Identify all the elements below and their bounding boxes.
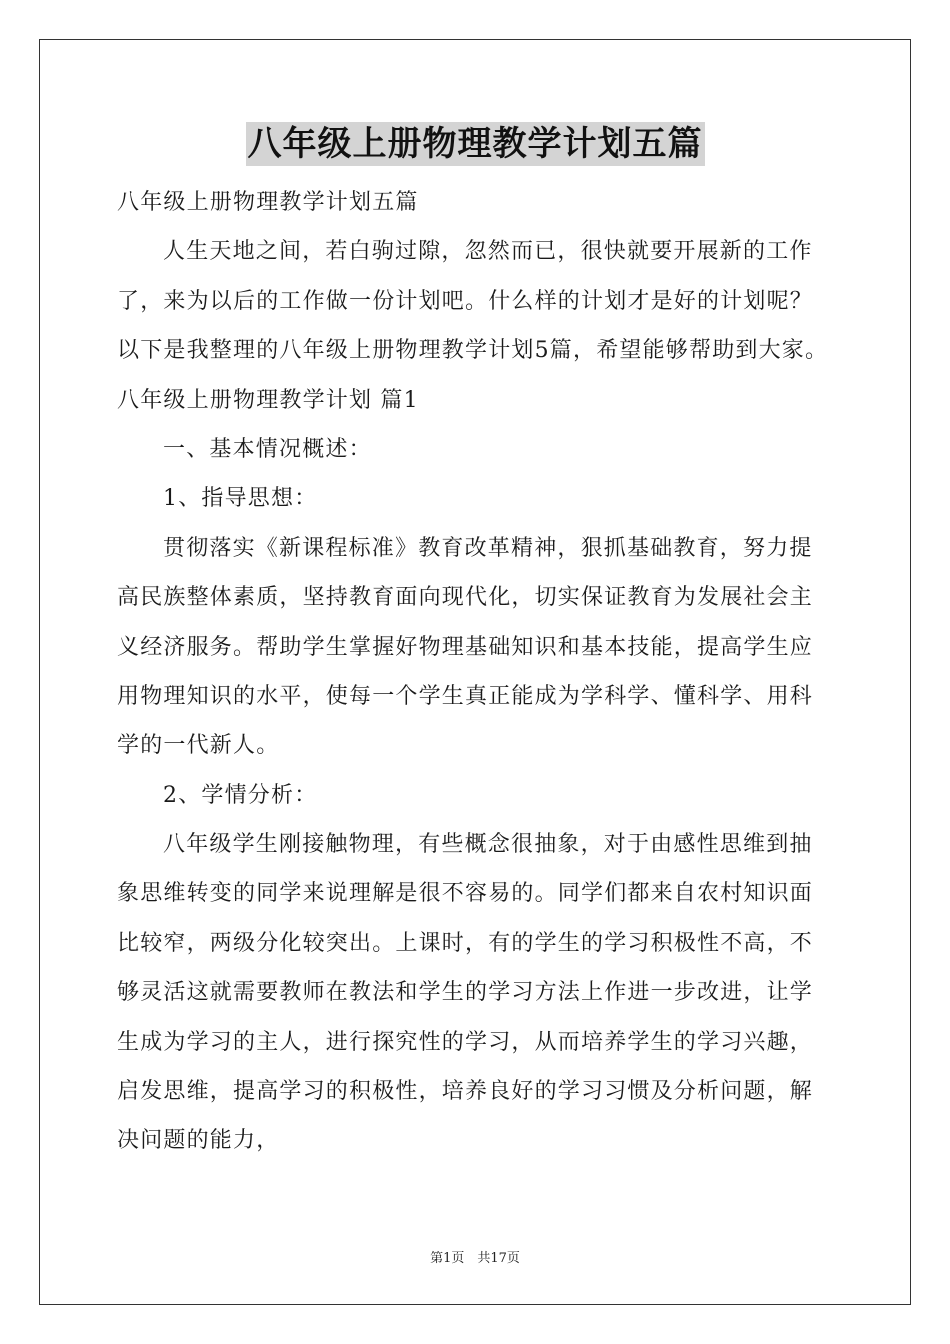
text-line: 人生天地之间，若白驹过隙，忽然而已，很快就要开展新的工作 bbox=[163, 239, 813, 265]
text-line: 够灵活这就需要教师在教法和学生的学习方法上作进一步改进，让学 bbox=[117, 980, 814, 1006]
text-line: 八年级学生刚接触物理，有些概念很抽象，对于由感性思维到抽 bbox=[163, 832, 813, 858]
text-line: 比较窄，两级分化较突出。上课时，有的学生的学习积极性不高，不 bbox=[117, 930, 814, 956]
text-line: 八年级上册物理教学计划 篇1 bbox=[117, 387, 419, 413]
text-line: 八年级上册物理教学计划五篇 bbox=[117, 190, 419, 215]
text-line: 象思维转变的同学来说理解是很不容易的。同学们都来自农村知识面 bbox=[117, 881, 814, 907]
text-line: 高民族整体素质，坚持教育面向现代化，切实保证教育为发展社会主 bbox=[117, 585, 814, 611]
page-footer: 第1页 共17页 bbox=[430, 1251, 520, 1266]
text-line: 2、学情分析： bbox=[163, 782, 318, 808]
text-line: 1、指导思想： bbox=[163, 486, 318, 512]
text-line: 一、基本情况概述： bbox=[163, 436, 372, 462]
text-line: 生成为学习的主人，进行探究性的学习，从而培养学生的学习兴趣， bbox=[117, 1029, 814, 1055]
text-line: 以下是我整理的八年级上册物理教学计划5篇，希望能够帮助到大家。 bbox=[117, 338, 829, 364]
text-line: 贯彻落实《新课程标准》教育改革精神，狠抓基础教育，努力提 bbox=[163, 535, 813, 561]
text-line: 学的一代新人。 bbox=[117, 733, 280, 759]
document-title: 八年级上册物理教学计划五篇 bbox=[247, 124, 703, 164]
text-line: 启发思维，提高学习的积极性，培养良好的学习习惯及分析问题，解 bbox=[117, 1079, 814, 1105]
text-line: 用物理知识的水平，使每一个学生真正能成为学科学、懂科学、用科 bbox=[117, 683, 814, 709]
text-line: 义经济服务。帮助学生掌握好物理基础知识和基本技能，提高学生应 bbox=[117, 634, 814, 660]
title-container bbox=[0, 122, 950, 166]
document-body bbox=[117, 178, 837, 1166]
text-line: 了，来为以后的工作做一份计划吧。什么样的计划才是好的计划呢？ bbox=[117, 288, 814, 314]
text-line: 决问题的能力， bbox=[117, 1128, 280, 1154]
